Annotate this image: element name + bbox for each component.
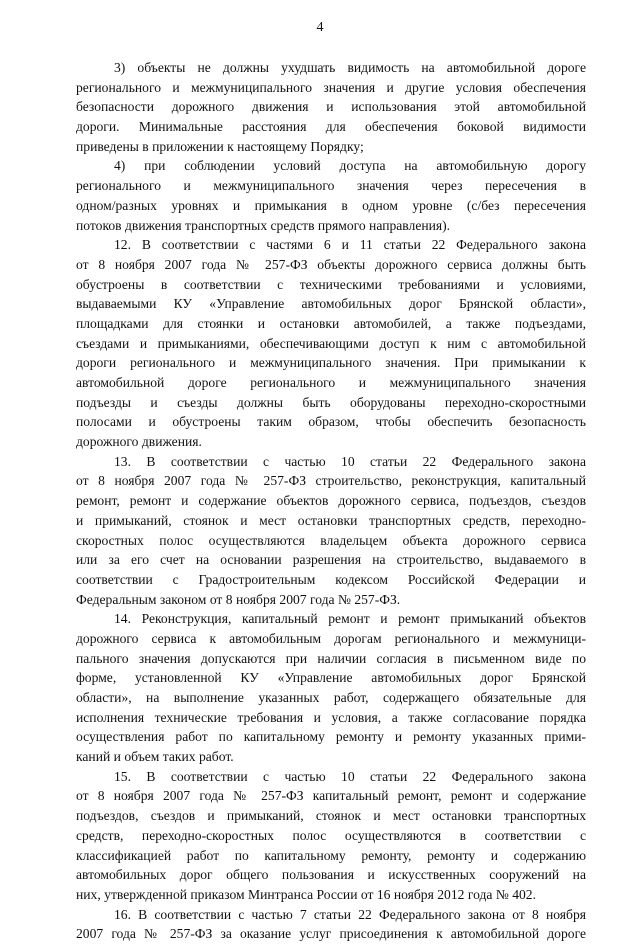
text-line: съездами и примыканиями, обеспечивающими доступ к ним с автомобильной [76,335,586,351]
text-line: области», на выполнение указанных работ, содержащего обязательные для [76,690,586,705]
text-line: регионального и межмуниципального значения и другие условия обеспечения [76,79,586,95]
document-body [76,58,586,944]
paragraph-clause-12 [76,235,586,452]
text-line: классификацией работ по капитальному ремонту, ремонту и содержанию [76,847,586,863]
text-line: обустроены в соответствии с техническими требованиями и условиями, [76,276,586,292]
paragraph-clause-14 [76,609,586,767]
text-line: или за его счет на основании разрешения на строительство, выдаваемого в [76,552,586,568]
page-number: 4 [316,20,324,35]
text-line: и примыканий, стоянок и мест остановки транспортных средств, переходно- [76,512,586,528]
text-line: регионального и межмуниципального значения через пересечения в [76,178,586,194]
text-line: исполнения технические требования и условия, а также согласование порядка [76,709,586,725]
text-line: подъездов, съездов и примыканий, стоянок и мест остановки транспортных [76,808,586,824]
text-line: скоростных полос осуществляются владельцем объекта дорожного сервиса [76,532,586,548]
text-line: автомобильных дорог общего пользования и искусственных сооружений на [76,867,586,883]
text-line: пального значения допускаются при наличии согласия в письменном виде по [76,650,586,666]
text-line: осуществления работ по капитальному ремонту и ремонту указанных прими- [76,729,586,745]
text-line: подъезды и съезды должны быть оборудованы переходно-скоростными [76,394,586,410]
text-line: дорожного движения. [76,434,202,450]
text-line: приведены в приложении к настоящему Порядку; [76,138,364,154]
text-line: 14. Реконструкция, капитальный ремонт и ремонт примыканий объектов [114,611,586,627]
text-line: 16. В соответствии с частью 7 статьи 22 Федерального закона от 8 ноября [114,906,586,922]
text-line: от 8 ноября 2007 года № 257-ФЗ строительство, реконструкция, капитальный [76,473,586,489]
text-line: дорожного сервиса к автомобильным дорогам регионального и межмуници- [76,630,586,646]
text-line: 15. В соответствии с частью 10 статьи 22 Федерального закона [114,768,586,784]
paragraph-item-3 [76,58,586,156]
text-line: средств, переходно-скоростных полос осуществляются в соответствии с [76,827,586,843]
text-line: них, утвержденной приказом Минтранса России от 16 ноября 2012 года № 402. [76,886,536,902]
text-line: Федеральным законом от 8 ноября 2007 года № 257-ФЗ. [76,591,401,607]
text-line: форме, установленной КУ «Управление автомобильных дорог Брянской [76,670,586,686]
text-line: полосами и обустроены таким образом, чтобы обеспечить безопасность [76,414,586,430]
text-line: потоков движения транспортных средств прямого направления). [76,217,451,233]
paragraph-clause-15 [76,767,586,905]
text-line: 4) при соблюдении условий доступа на автомобильную дорогу [114,158,586,174]
paragraph-clause-16 [76,905,586,944]
text-line: площадками для стоянки и остановки автомобилей, а также подъездами, [76,315,586,331]
text-line: дороги. Минимальные расстояния для обеспечения боковой видимости [76,119,586,135]
text-line: дороги регионального и межмуниципального значения. При примыкании к [76,355,586,371]
paragraph-clause-13 [76,452,586,610]
text-line: 2007 года № 257-ФЗ за оказание услуг присоединения к автомобильной дороге [76,926,586,942]
text-line: автомобильной дороге регионального и межмуниципального значения [76,375,586,390]
text-line: ремонт, ремонт и содержание объектов дорожного сервиса, подъездов, съездов [76,493,586,509]
text-line: одном/разных уровнях и примыкания в одном уровне (с/без пересечения [76,197,586,213]
text-line: 13. В соответствии с частью 10 статьи 22 Федерального закона [114,453,586,469]
text-line: безопасности дорожного движения и использования этой автомобильной [76,99,586,115]
text-line: 12. В соответствии с частями 6 и 11 статьи 22 Федерального закона [114,237,586,253]
text-line: соответствии с Градостроительным кодексом Российской Федерации и [76,571,586,587]
paragraph-item-4 [76,156,586,235]
text-line: 3) объекты не должны ухудшать видимость на автомобильной дороге [114,60,586,75]
text-line: от 8 ноября 2007 года № 257-ФЗ объекты дорожного сервиса должны быть [76,256,586,272]
text-line: каний и объем таких работ. [76,749,234,765]
text-line: от 8 ноября 2007 года № 257-ФЗ капитальный ремонт, ремонт и содержание [76,788,586,804]
text-line: выдаваемыми КУ «Управление автомобильных дорог Брянской области», [76,296,586,312]
